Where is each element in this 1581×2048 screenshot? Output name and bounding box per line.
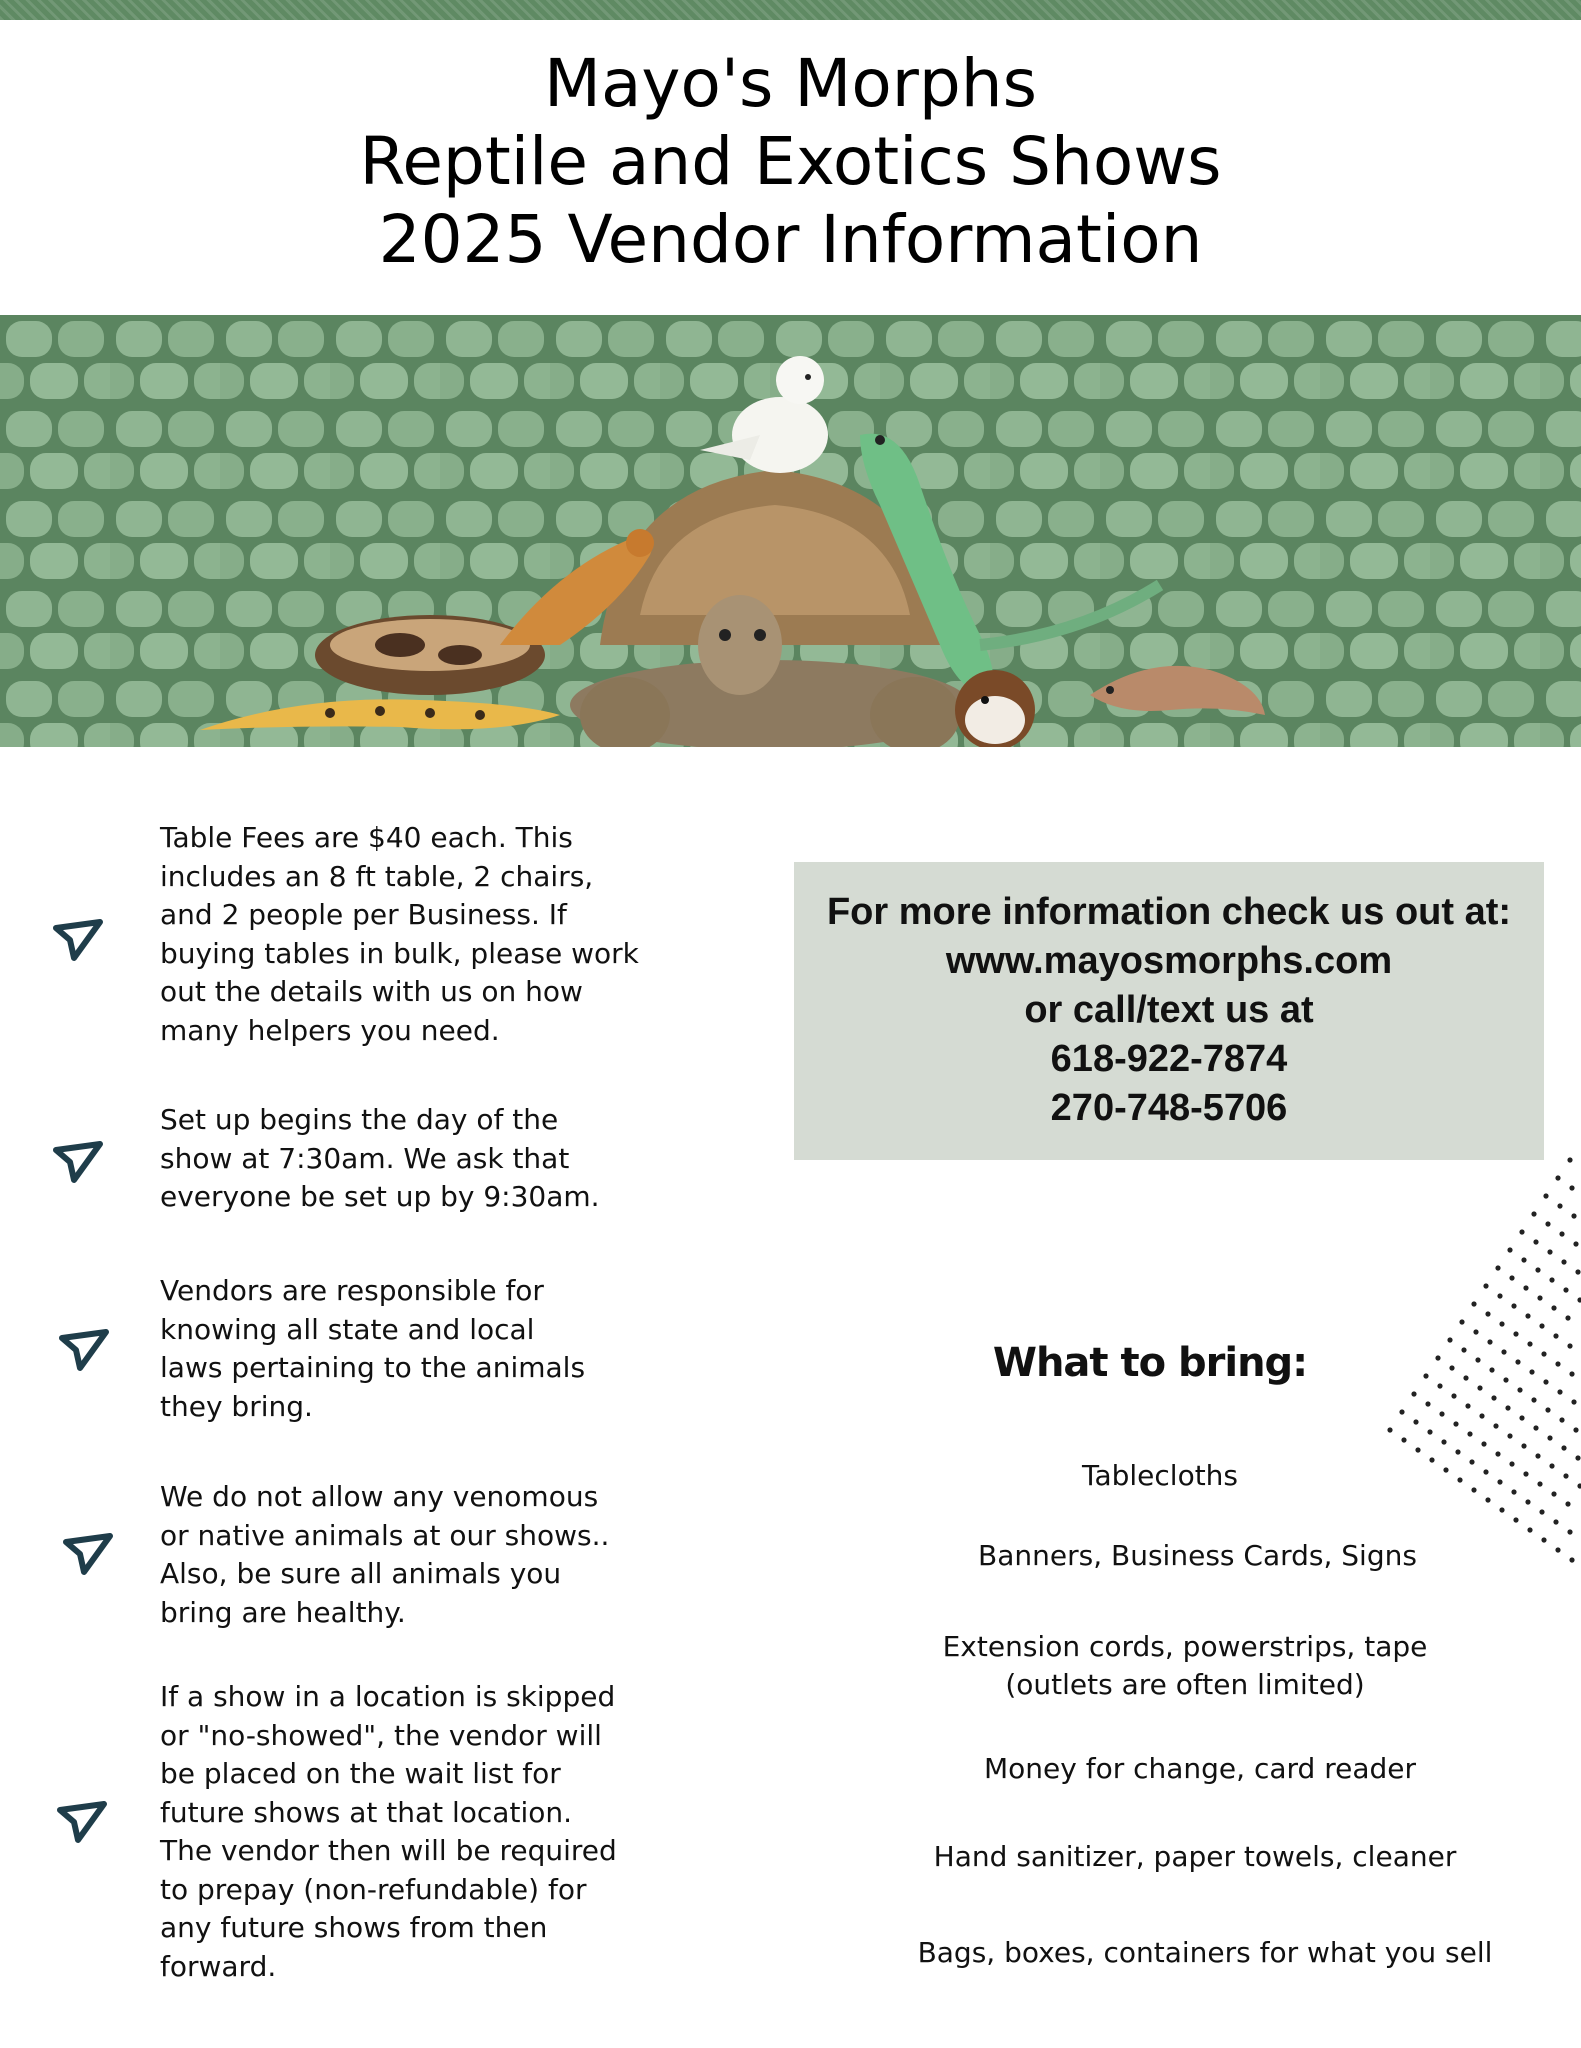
rule-no-show: If a show in a location is skipped or "no-showed", the vendor will be placed on the wait list for future shows at that location. The vendor then will be required to prepay (non-refundable) for any future shows from then forward. [160, 1680, 617, 1983]
bring-item-bags: Bags, boxes, containers for what you sell [917, 1936, 1493, 1969]
bring-item-extension-cords: Extension cords, powerstrips, tape (outlets are often limited) [942, 1630, 1428, 1701]
bring-item-sanitizer: Hand sanitizer, paper towels, cleaner [933, 1840, 1457, 1873]
python-illustration [315, 615, 545, 695]
phone-number-2[interactable]: 270-748-5706 [1050, 1087, 1288, 1129]
reptile-banner-art [0, 315, 1581, 747]
guinea-pig-illustration [955, 670, 1035, 747]
decorative-dots [1350, 1130, 1581, 1570]
paper-plane-icon [52, 1140, 104, 1184]
bring-item-tablecloths: Tablecloths [1081, 1459, 1239, 1492]
info-line-1: For more information check us out at: [826, 891, 1512, 933]
rule-vendor-laws: Vendors are responsible for knowing all state and local laws pertaining to the animals they bring. [160, 1274, 586, 1423]
info-line-3: or call/text us at [1024, 989, 1314, 1031]
paper-plane-icon [62, 1532, 114, 1576]
title-line-3: 2025 Vendor Information [378, 201, 1203, 278]
phone-number-1[interactable]: 618-922-7874 [1050, 1038, 1288, 1080]
top-texture-strip [0, 0, 1581, 20]
contact-info-box [794, 862, 1544, 1160]
rule-no-venomous: We do not allow any venomous or native animals at our shows.. Also, be sure all animals you bring are healthy. [160, 1480, 610, 1629]
title-line-2: Reptile and Exotics Shows [359, 123, 1222, 200]
paper-plane-icon [56, 1800, 108, 1844]
website-link[interactable]: www.mayosmorphs.com [945, 940, 1393, 982]
bring-item-money: Money for change, card reader [983, 1752, 1417, 1785]
bring-item-banners: Banners, Business Cards, Signs [978, 1539, 1417, 1572]
paper-plane-icon [58, 1328, 110, 1372]
what-to-bring-title: What to bring: [992, 1340, 1308, 1386]
paper-plane-icon [52, 918, 104, 962]
page-title [0, 45, 1581, 279]
reptile-banner [0, 315, 1581, 747]
rule-setup-time: Set up begins the day of the show at 7:30am. We ask that everyone be set up by 9:30am. [160, 1103, 600, 1213]
title-line-1: Mayo's Morphs [544, 45, 1037, 122]
rule-table-fees: Table Fees are $40 each. This includes an 8 ft table, 2 chairs, and 2 people per Business. If buying tables in bulk, please work out the details with us on how many helpers you need. [160, 821, 639, 1047]
